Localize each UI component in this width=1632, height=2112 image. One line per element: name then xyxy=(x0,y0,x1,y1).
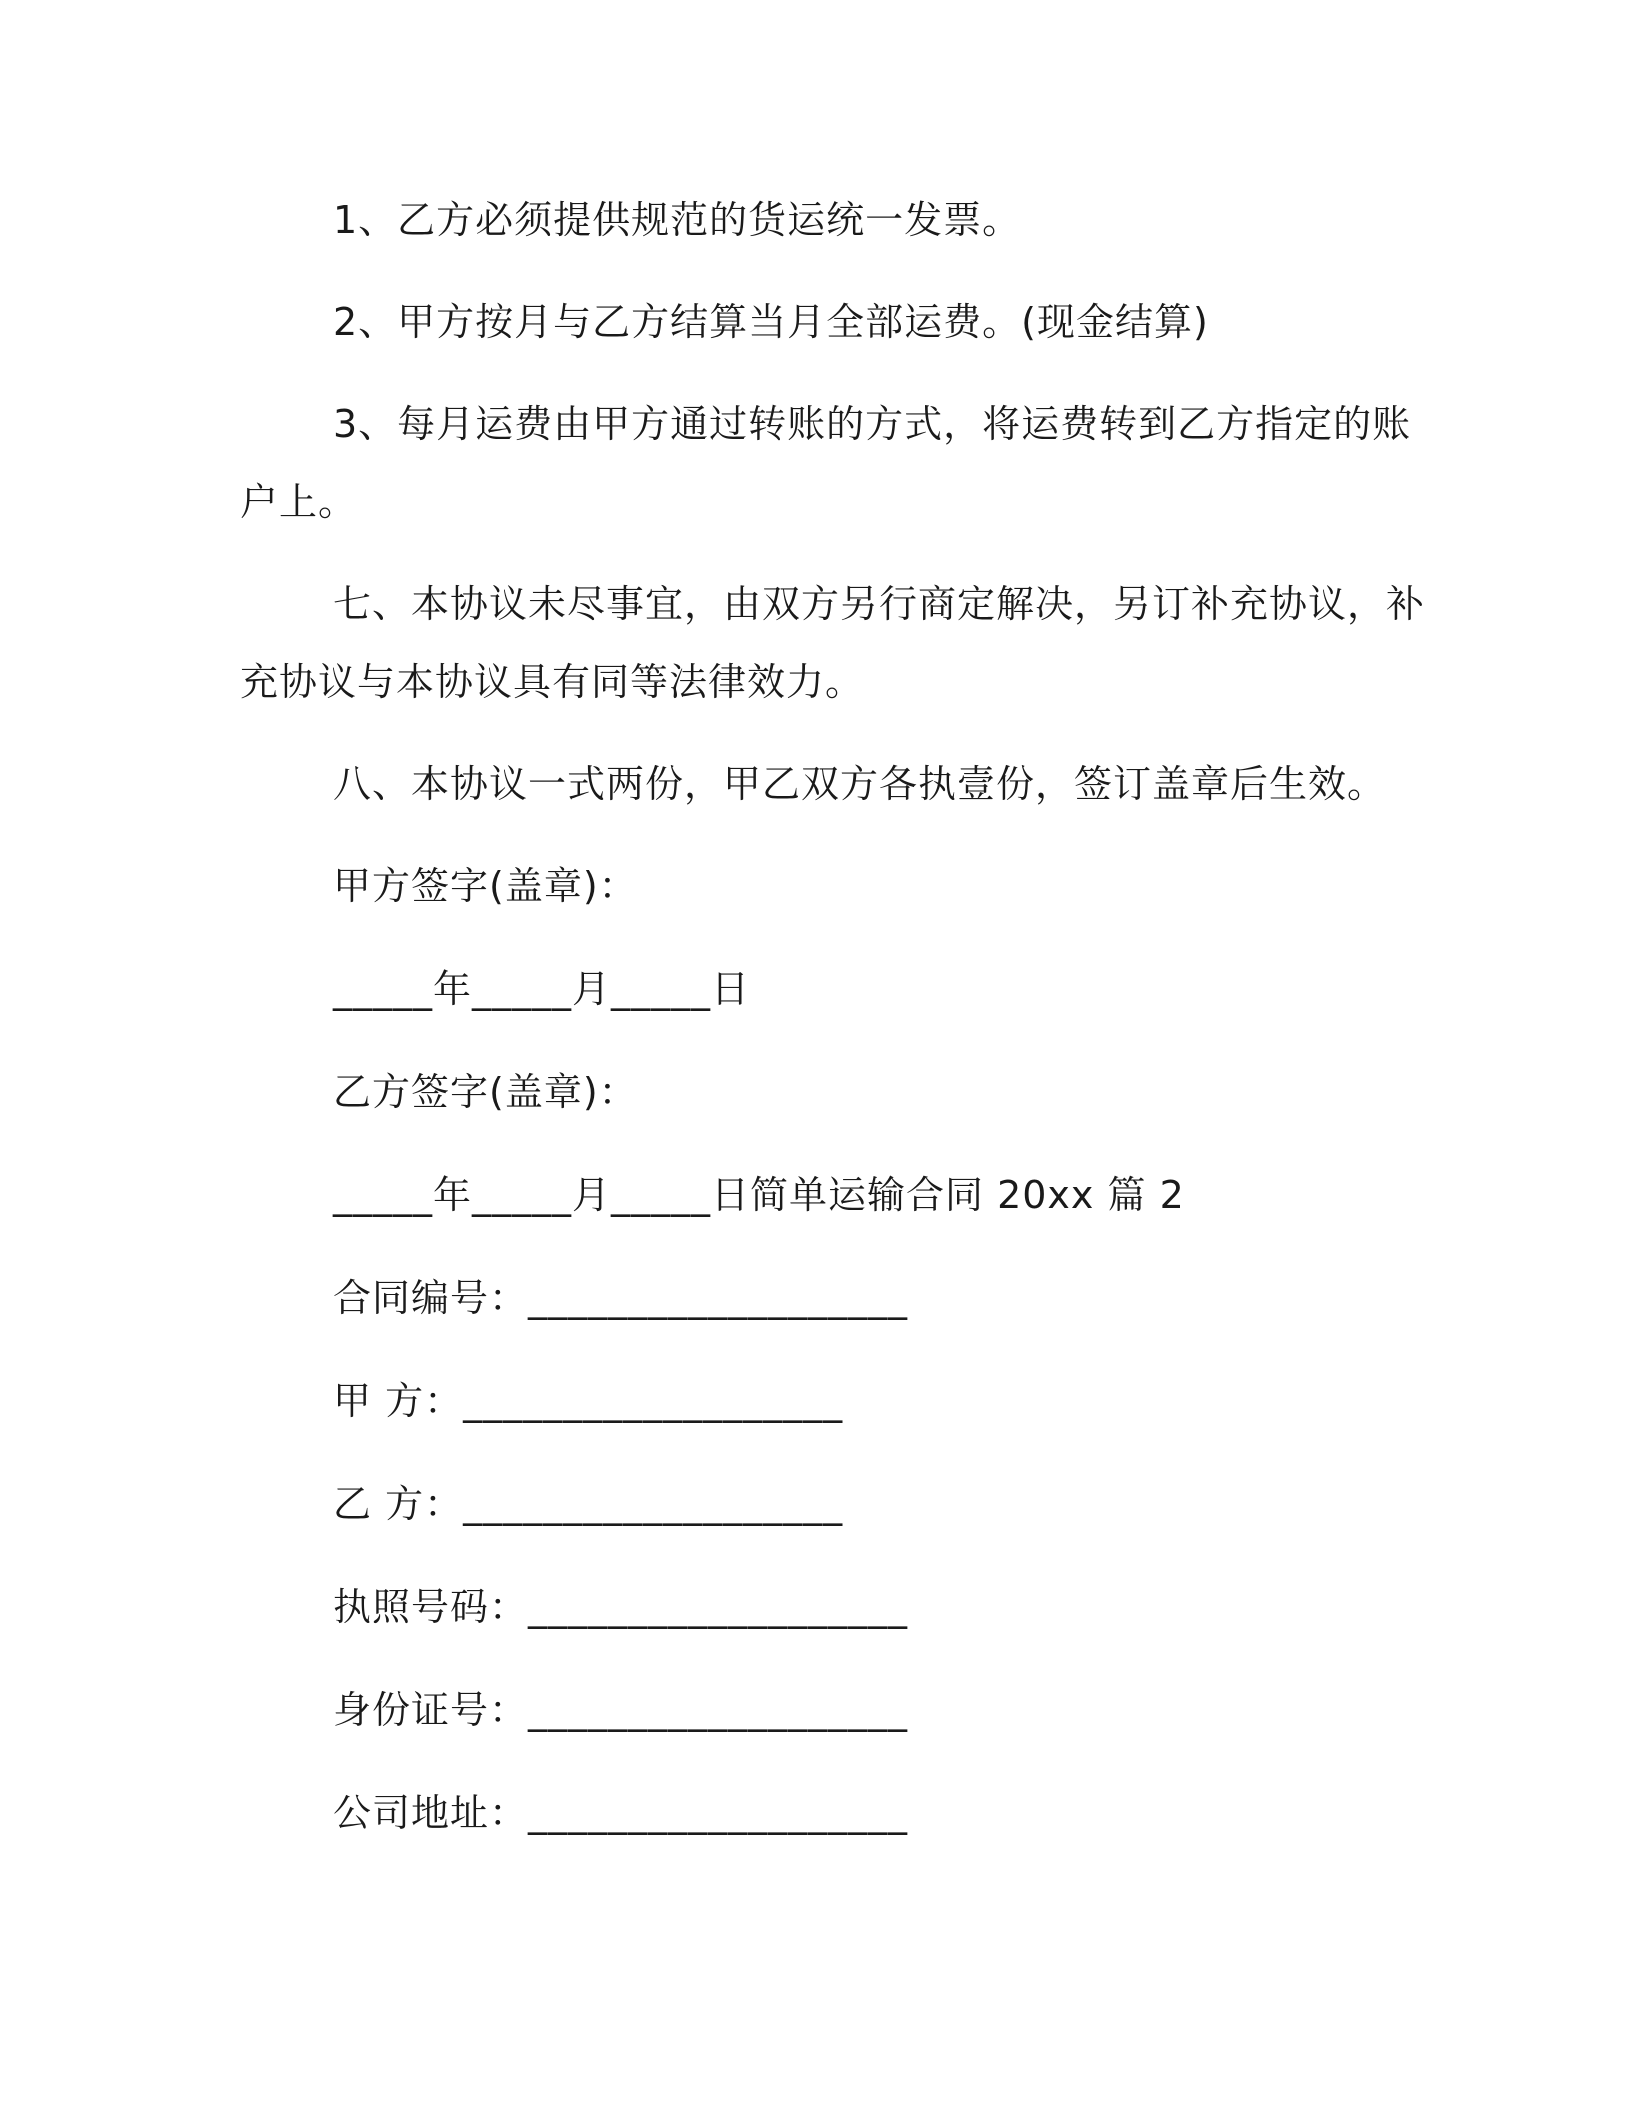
field-blank: ___________________ xyxy=(528,1688,909,1732)
signature-party-a: 甲方签字(盖章)： xyxy=(333,864,638,908)
date-line-b-with-title: _____年_____月_____日简单运输合同 20xx 篇 2 xyxy=(333,1173,1185,1217)
date-line-a: _____年_____月_____日 xyxy=(333,967,751,1011)
field-license-number xyxy=(333,1583,908,1631)
field-id-number xyxy=(333,1686,908,1734)
field-label: 甲 方： xyxy=(333,1379,464,1423)
paragraph-transfer-line-1: 3、每月运费由甲方通过转账的方式，将运费转到乙方指定的账 xyxy=(333,402,1412,446)
paragraph-settlement: 2、甲方按月与乙方结算当月全部运费。(现金结算) xyxy=(333,300,1209,344)
field-blank: ___________________ xyxy=(463,1482,844,1526)
field-label: 执照号码： xyxy=(333,1585,529,1629)
signature-party-b: 乙方签字(盖章)： xyxy=(333,1070,638,1114)
field-blank: ___________________ xyxy=(528,1791,909,1835)
field-label: 身份证号： xyxy=(333,1688,529,1732)
paragraph-supplement-line-2: 充协议与本协议具有同等法律效力。 xyxy=(240,660,865,704)
field-contract-number xyxy=(333,1274,908,1322)
paragraph-copies: 八、本协议一式两份，甲乙双方各执壹份，签订盖章后生效。 xyxy=(333,762,1387,806)
field-label: 乙 方： xyxy=(333,1482,464,1526)
field-party-b xyxy=(333,1480,843,1528)
field-blank: ___________________ xyxy=(528,1276,909,1320)
paragraph-supplement-line-1: 七、本协议未尽事宜，由双方另行商定解决，另订补充协议，补 xyxy=(333,582,1426,626)
field-party-a xyxy=(333,1377,843,1425)
field-blank: ___________________ xyxy=(528,1585,909,1629)
field-blank: ___________________ xyxy=(463,1379,844,1423)
field-label: 公司地址： xyxy=(333,1791,529,1835)
field-company-address xyxy=(333,1789,908,1837)
paragraph-invoice: 1、乙方必须提供规范的货运统一发票。 xyxy=(333,198,1022,242)
field-label: 合同编号： xyxy=(333,1276,529,1320)
paragraph-transfer-line-2: 户上。 xyxy=(240,480,358,524)
